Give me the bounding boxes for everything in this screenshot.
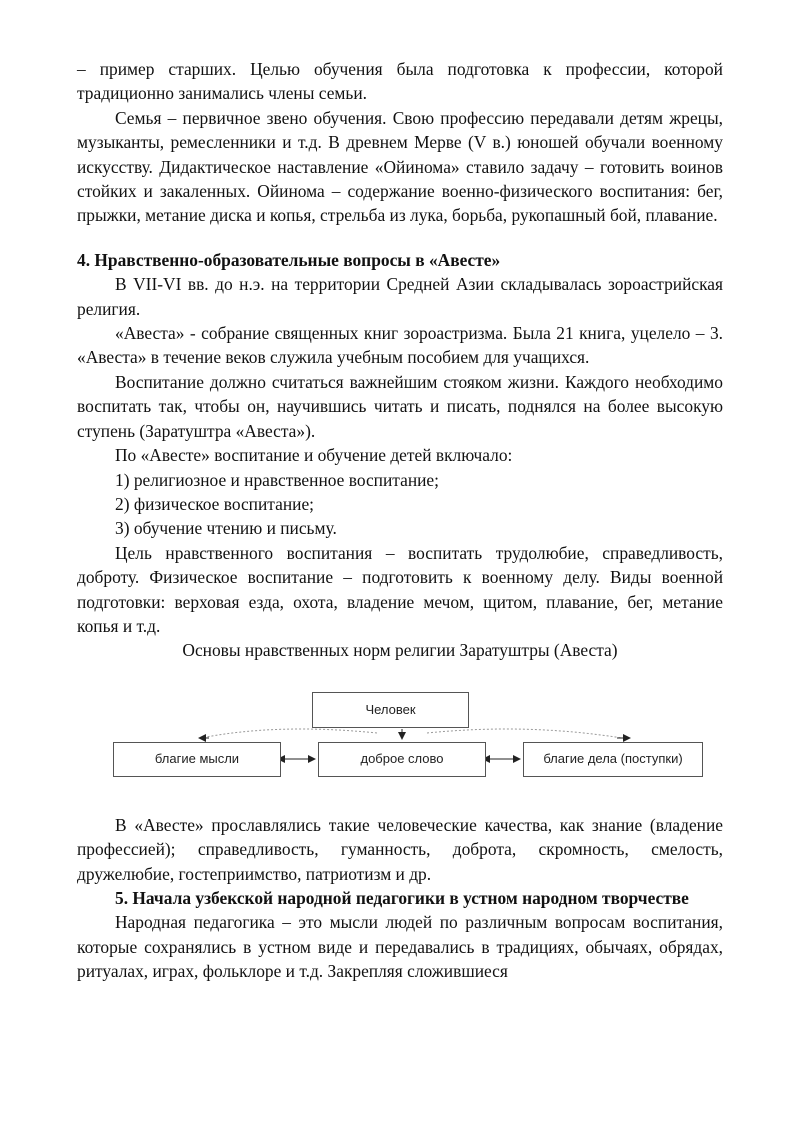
paragraph-moral-goal: Цель нравственного воспитания – воспитать трудолюбие, справедливость, доброту. Физическое воспитание – подготовить к военному делу. Виды военной подготовки: верховая езда, охота, владение мечом, щитом, плавание, бег, метание копья и т.д.	[77, 542, 723, 636]
norms-diagram	[77, 663, 723, 813]
diagram-box-good-word: доброе слово	[318, 742, 486, 777]
list-item-1: 1) религиозное и нравственное воспитание;	[115, 469, 439, 490]
paragraph-continuation: – пример старших. Целью обучения была подготовка к профессии, которой традиционно занимались члены семьи.	[77, 59, 723, 104]
section-4-heading: 4. Нравственно-образовательные вопросы в «Авесте»	[77, 249, 501, 270]
diagram-box-person: Человек	[312, 692, 469, 728]
paragraph-avesta-books: «Авеста» - собрание священных книг зороастризма. Была 21 книга, уцелело – 3. «Авеста» в течение веков служила учебным пособием для учащихся.	[77, 323, 723, 368]
list-item-2: 2) физическое воспитание;	[115, 493, 314, 514]
list-item-3: 3) обучение чтению и письму.	[115, 518, 337, 539]
paragraph-zoroastrian: В VII-VI вв. до н.э. на территории Средней Азии складывалась зороастрийская религия.	[77, 274, 723, 319]
paragraph-avesta-included: По «Авесте» воспитание и обучение детей включало:	[115, 445, 513, 466]
diagram-box-good-deeds: благие дела (поступки)	[523, 742, 703, 777]
diagram-box-good-thoughts: благие мысли	[113, 742, 281, 777]
paragraph-upbringing: Воспитание должно считаться важнейшим стояком жизни. Каждого необходимо воспитать так, чтобы он, научившись читать и писать, поднялся на более высокую ступень (Заратуштра «Авеста»).	[77, 371, 723, 441]
paragraph-family: Семья – первичное звено обучения. Свою профессию передавали детям жрецы, музыканты, ремесленники и т.д. В древнем Мерве (V в.) юношей обучали военному искусству. Дидактическое наставление «Ойинома» ставило задачу – готовить воинов стойких и закаленных. Ойинома – содержание военно-физического воспитания: бег, прыжки, метание диска и копья, стрельба из лука, борьба, рукопашный бой, плавание.	[77, 107, 723, 226]
paragraph-folk-pedagogy: Народная педагогика – это мысли людей по различным вопросам воспитания, которые сохранялись в устном виде и передавались в традициях, обычаях, обрядах, ритуалах, играх, фольклоре и т.д. Закрепляя сложившиеся	[77, 912, 723, 982]
section-5-heading: 5. Начала узбекской народной педагогики в устном народном творчестве	[115, 887, 689, 908]
diagram-caption: Основы нравственных норм религии Заратуштры (Авеста)	[182, 640, 618, 661]
page-content	[77, 57, 723, 984]
diagram-connectors	[77, 663, 723, 813]
arc-right	[427, 729, 622, 738]
section-gap	[77, 228, 723, 248]
arc-left	[201, 729, 377, 738]
paragraph-qualities: В «Авесте» прославлялись такие человеческие качества, как знание (владение профессией); справедливость, гуманность, доброта, скромность, смелость, дружелюбие, гостеприимство, патриотизм и др.	[77, 814, 723, 884]
